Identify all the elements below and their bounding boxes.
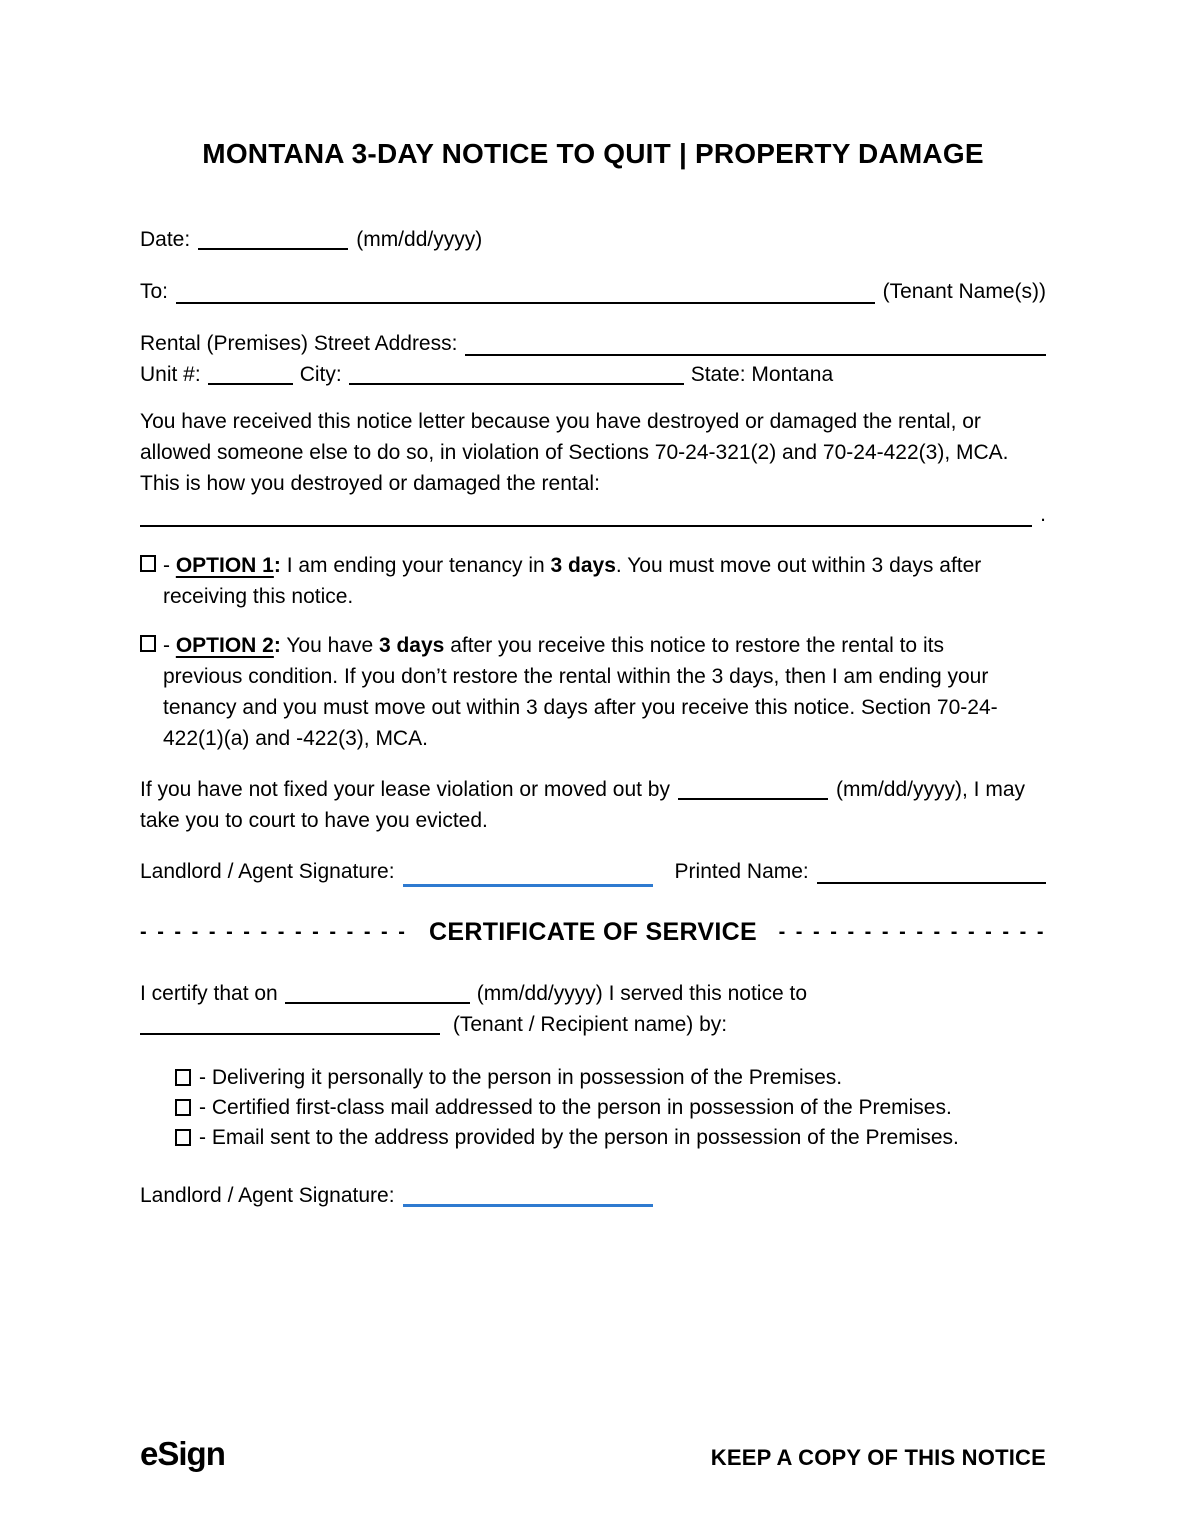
certified-mail-checkbox[interactable] [175, 1099, 191, 1116]
address-blank-field[interactable] [465, 344, 1046, 356]
page-title: MONTANA 3-DAY NOTICE TO QUIT | PROPERTY DAMAGE [202, 138, 984, 169]
printed-name-blank[interactable] [817, 872, 1046, 884]
option1-text-1: I am ending your tenancy in [280, 554, 551, 577]
moveout-date-blank[interactable] [678, 782, 828, 800]
to-label: To: [140, 280, 169, 303]
email-checkbox[interactable] [175, 1129, 191, 1146]
option2-block [140, 630, 1046, 754]
date-blank-field[interactable] [198, 232, 348, 250]
option2-text-1: You have [280, 634, 379, 657]
certificate-heading [140, 917, 1046, 948]
option2-label: OPTION 2 [175, 634, 274, 657]
served-date-blank[interactable] [285, 986, 470, 1004]
court-paragraph [140, 774, 1046, 836]
personal-delivery-label: - Delivering it personally to the person in possession of the Premises. [199, 1065, 843, 1089]
certified-mail-label: - Certified first-class mail addressed to the person in possession of the Premises. [199, 1095, 952, 1119]
certify-text-3: (Tenant / Recipient name) by: [452, 1013, 728, 1036]
unit-label: Unit #: [140, 363, 201, 386]
tenant-names-hint: (Tenant Name(s)) [882, 280, 1046, 303]
certify-line-1 [140, 978, 1046, 1009]
option2-bold-days: 3 days [378, 634, 445, 657]
option1-text [163, 550, 1014, 612]
signature-row [140, 856, 1046, 887]
damage-description-blank[interactable] [140, 515, 1032, 527]
service-methods [175, 1062, 1046, 1152]
option2-colon: : [273, 634, 281, 657]
address-row [140, 328, 1046, 359]
final-signature-row [140, 1180, 1046, 1211]
damage-description-row [140, 499, 1046, 530]
option1-text-2: . You must move out within 3 days after receiving this notice. [163, 554, 982, 608]
option2-checkbox[interactable] [140, 635, 156, 652]
address-label: Rental (Premises) Street Address: [140, 332, 458, 355]
option1-block [140, 550, 1046, 612]
option1-label: OPTION 1 [175, 554, 274, 577]
city-label: City: [299, 363, 342, 386]
city-blank-field[interactable] [349, 367, 684, 385]
email-label: - Email sent to the address provided by the person in possession of the Premises. [199, 1125, 959, 1149]
dashes-left: - - - - - - - - - - - - - - - - [140, 921, 408, 943]
option1-bold-days: 3 days [550, 554, 616, 577]
unit-blank-field[interactable] [208, 367, 293, 385]
unit-city-state-row [140, 359, 1046, 390]
personal-delivery-checkbox[interactable] [175, 1069, 191, 1086]
method-row-mail [175, 1092, 1046, 1122]
recipient-name-blank[interactable] [140, 1017, 440, 1035]
intro-paragraph: You have received this notice letter because you have destroyed or damaged the rental, or allowed someone else to do so, in violation of Sections 70-24-321(2) and 70-24-422(3), MCA. This is how you destroyed or damaged the rental: [140, 410, 1009, 495]
option1-dash: - [163, 554, 176, 577]
certificate-signature-field[interactable] [403, 1189, 653, 1207]
certify-block [140, 978, 1046, 1040]
option1-colon: : [273, 554, 281, 577]
certify-text-1: I certify that on [140, 982, 278, 1005]
tenant-name-blank-field[interactable] [176, 292, 875, 304]
date-row [140, 224, 1046, 255]
certify-line-2 [140, 1009, 1046, 1040]
option2-text-2: after you receive this notice to restore the rental to its previous condition. If you don’t restore the rental within the 3 days, then I am ending your tenancy and you must move out within 3 days after you receive this notice. Section 70-24-422(1)(a) and -422(3), MCA. [163, 634, 998, 750]
method-row-email [175, 1122, 1046, 1152]
date-format-hint: (mm/dd/yyyy) [356, 228, 483, 251]
page-footer [140, 1437, 1046, 1471]
printed-name-label: Printed Name: [674, 860, 809, 883]
state-text: State: Montana [690, 363, 834, 386]
court-text-2: (mm/dd/yyyy), I may take you to court to have you evicted. [140, 778, 1025, 832]
option2-text [163, 630, 1014, 754]
certificate-signature-label: Landlord / Agent Signature: [140, 1184, 395, 1207]
keep-copy-note: KEEP A COPY OF THIS NOTICE [710, 1445, 1046, 1470]
option1-checkbox[interactable] [140, 555, 156, 572]
sentence-period: . [1040, 503, 1046, 526]
landlord-signature-label: Landlord / Agent Signature: [140, 860, 395, 883]
date-label: Date: [140, 228, 191, 251]
method-row-personal [175, 1062, 1046, 1092]
to-row [140, 276, 1046, 307]
certificate-title: CERTIFICATE OF SERVICE [429, 918, 757, 946]
dashes-right: - - - - - - - - - - - - - - - - [778, 921, 1046, 943]
option2-dash: - [163, 634, 176, 657]
landlord-signature-field[interactable] [403, 869, 653, 887]
esign-logo: eSign [140, 1435, 225, 1472]
court-text-1: If you have not fixed your lease violation or moved out by [140, 778, 670, 801]
certify-text-2: (mm/dd/yyyy) I served this notice to [476, 982, 808, 1005]
